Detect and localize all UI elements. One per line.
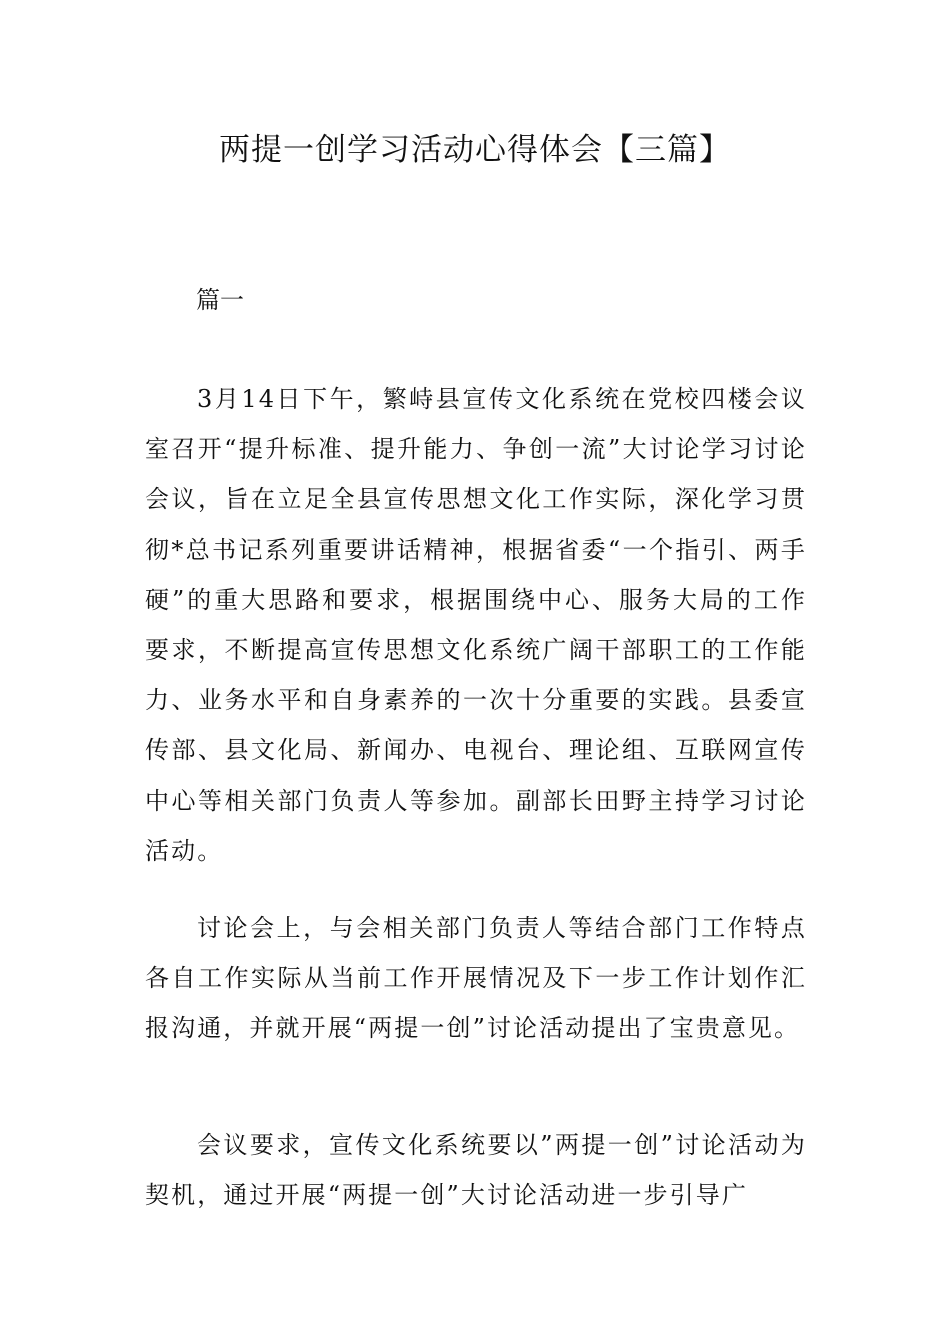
paragraph-3: 会议要求，宣传文化系统要以”两提一创”讨论活动为契机，通过开展“两提一创”大讨论活动进一步引导广 (145, 1131, 807, 1210)
paragraph-1: 3月14日下午，繁峙县宣传文化系统在党校四楼会议室召开“提升标准、提升能力、争创一流”大讨论学习讨论会议，旨在立足全县宣传思想文化工作实际，深化学习贯彻*总书记系列重要讲话精神，根据省委“一个指引、两手硬”的重大思路和要求，根据围绕中心、服务大局的工作要求，不断提高宣传思想文化系统广阔干部职工的工作能力、业务水平和自身素养的一次十分重要的实践。县委宣传部、县文化局、新闻办、电视台、理论组、互联网宣传中心等相关部门负责人等参加。副部长田野主持学习讨论活动。 (145, 385, 807, 865)
document-title: 两提一创学习活动心得体会【三篇】 (219, 132, 731, 168)
paragraph-2: 讨论会上，与会相关部门负责人等结合部门工作特点各自工作实际从当前工作开展情况及下一步工作计划作汇报沟通，并就开展“两提一创”讨论活动提出了宝贵意见。 (145, 914, 807, 1043)
section-label: 篇一 (196, 286, 244, 314)
